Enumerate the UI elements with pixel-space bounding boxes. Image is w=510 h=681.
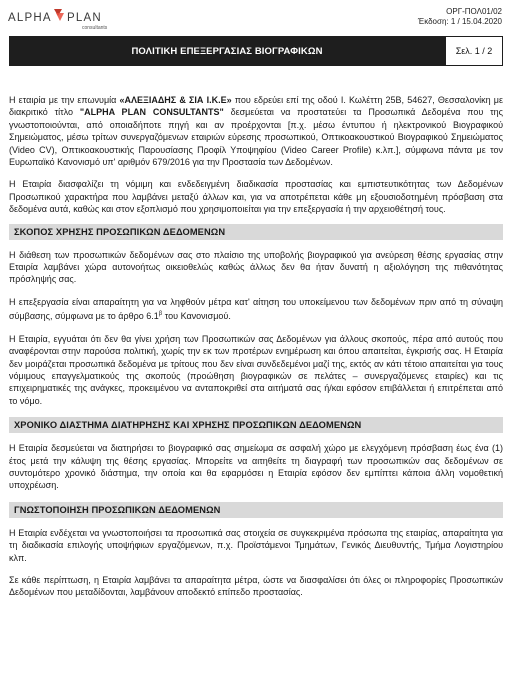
company-legal-name: «ΑΛΕΞΙΑΔΗΣ & ΣΙΑ Ι.Κ.Ε» <box>119 95 232 105</box>
intro-text-b: που εδρεύει επί της οδού Ι. Κωλέττη 25Β, 54627, Θεσσαλονίκη με διακριτικό τίτλο <box>9 95 503 118</box>
purpose-paragraph-1: Η διάθεση των προσωπικών δεδομένων σας στο πλαίσιο της υποβολής βιογραφικού για ανεύρεση θέσης εργασίας στην Εταιρία λαμβάνει χώρα αυτονοήτως οικειοθελώς καθώς άλλως δεν θα ήταν δυνατή η αξιολόγηση της πιθανότητας πρόσληψής σας. <box>9 249 503 285</box>
purpose-p2-text-a: Η επεξεργασία είναι απαραίτητη για να ληφθούν μέτρα κατ' αίτηση του υποκείμενου των δεδομένων πριν από τη σύναψη σύμβασης, σύμφωνα με το άρθρο 6.1 <box>9 296 503 322</box>
doc-code: ΟΡΓ-ΠΟΛ01/02 <box>446 7 502 16</box>
document-body <box>9 94 503 609</box>
logo-mark <box>54 9 64 21</box>
logo-text-plan: PLAN <box>67 12 102 24</box>
intro-paragraph-2: Η Εταιρία διασφαλίζει τη νόμιμη και ενδεδειγμένη διαδικασία προστασίας και εμπιστευτικότητας των Δεδομένων Προσωπικού χαρακτήρα που λαμβάνει μεταξύ άλλων και, για να αποτρέπεται κάθε μη εξουσιοδοτημένη πρόσβαση στα δεδομένα αυτά, καθώς και στον εξοπλισμό που χρησιμοποιείται για την επεξεργασία ή την αρχειοθέτησή τους. <box>9 179 503 215</box>
retention-paragraph-1: Η Εταιρία δεσμεύεται να διατηρήσει το βιογραφικό σας σημείωμα σε ασφαλή χώρο με ελεγχόμενη πρόσβαση έως ένα (1) έτος μετά την κάλυψη της θέσης εργασίας. Μπορείτε να αιτηθείτε τη διαγραφή των προσωπικών σας δεδομένων σε συντομότερο χρονικό διάστημα, την οποία και θα εφαρμόσει η Εταιρία εφόσον δεν εμπίπτει κάποια άλλη νομοθετική υποχρέωση. <box>9 443 503 491</box>
intro-paragraph-1 <box>9 94 503 168</box>
intro-text-c: δεσμεύεται να προστατεύει τα Προσωπικά Δεδομένα που της γνωστοποιούνται, από οποιαδήποτε πηγή και αν προέρχονται [π.χ. μέσω έντυπου ή ηλεκτρονικού Βιογραφικού Σημειώματος, μέσω τρίτων συνεργαζόμενων εταιριών εύρεσης προσωπικού, Οπτικοακουστικού Βιογραφικού Σημειώματος (Video CV), Οπτικοακουστικής Παρουσίασης Προφίλ Υποψηφίου (Video Career Profile) κ.λπ.], σύμφωνα πάντα με τον Ευρωπαϊκό Κανονισμό υπ' αριθμόν 679/2016 για την Προστασία των Δεδομένων. <box>9 107 503 168</box>
doc-issue: Έκδοση: 1 / 15.04.2020 <box>417 17 502 26</box>
company-logo <box>8 6 128 40</box>
section-heading-retention: ΧΡΟΝΙΚΟ ΔΙΑΣΤΗΜΑ ΔΙΑΤΗΡΗΣΗΣ ΚΑΙ ΧΡΗΣΗΣ ΠΡΟΣΩΠΙΚΩΝ ΔΕΔΟΜΕΝΩΝ <box>9 417 503 433</box>
section-heading-purpose: ΣΚΟΠΟΣ ΧΡΗΣΗΣ ΠΡΟΣΩΠΙΚΩΝ ΔΕΔΟΜΕΝΩΝ <box>9 224 503 240</box>
disclosure-paragraph-1: Η Εταιρία ενδέχεται να γνωστοποιήσει τα προσωπικά σας στοιχεία σε συγκεκριμένα πρόσωπα της εταιρίας, απαραίτητα για τη διαδικασία επιλογής υποψήφιων εργαζόμενων, π.χ. Προϊστάμενοι Τμημάτων, Γενικός Διευθυντής, Τμήμα Λογιστηρίου κλπ. <box>9 527 503 563</box>
purpose-p2-superscript: β <box>158 311 163 318</box>
logo-subtext: consultants <box>82 25 108 31</box>
logo-text-alpha: ALPHA <box>8 12 52 24</box>
disclosure-paragraph-2: Σε κάθε περίπτωση, η Εταιρία λαμβάνει τα απαραίτητα μέτρα, ώστε να διασφαλίσει ότι όλες οι πληροφορίες Προσωπικών Δεδομένων που μεταδίδονται, λαμβάνουν αποδεκτό επίπεδο προστασίας. <box>9 574 503 598</box>
purpose-paragraph-2 <box>9 296 503 323</box>
document-reference <box>418 7 502 27</box>
document-title: ΠΟΛΙΤΙΚΗ ΕΠΕΞΕΡΓΑΣΙΑΣ ΒΙΟΓΡΑΦΙΚΩΝ <box>9 36 445 66</box>
purpose-paragraph-3: Η Εταιρία, εγγυάται ότι δεν θα γίνει χρήση των Προσωπικών σας Δεδομένων για άλλους σκοπούς, πέρα από αυτούς που αναφέρονται στην παρούσα πολιτική, χωρίς την εκ των προτέρων ενημέρωση και όπου απαιτείται, έγκρισής σας. Η Εταιρία δεν μοιράζεται προσωπικά δεδομένα με τρίτους που δεν είναι συνδεδεμένοι μαζί της, εκτός αν κάτι τέτοιο απαιτείται για τους νόμιμους επαγγελματικούς της σκοπούς (προώθηση βιογραφικών σε πελάτες – συνεργαζόμενες εταιρίες) και τις επιχειρηματικές της ανάγκες, προκειμένου να ανταποκριθεί στα αιτήματά σας ή/και εφόσον επιβάλλεται ή επιτρέπεται από το νόμο. <box>9 333 503 406</box>
section-heading-disclosure: ΓΝΩΣΤΟΠΟΙΗΣΗ ΠΡΟΣΩΠΙΚΩΝ ΔΕΔΟΜΕΝΩΝ <box>9 502 503 518</box>
purpose-p2-text-b: του Κανονισμού. <box>162 311 231 322</box>
page-number: Σελ. 1 / 2 <box>445 36 503 66</box>
title-bar <box>9 36 503 66</box>
intro-text-a: Η εταιρία με την επωνυμία <box>9 95 120 105</box>
company-brand-name: "ALPHA PLAN CONSULTANTS" <box>79 107 224 118</box>
